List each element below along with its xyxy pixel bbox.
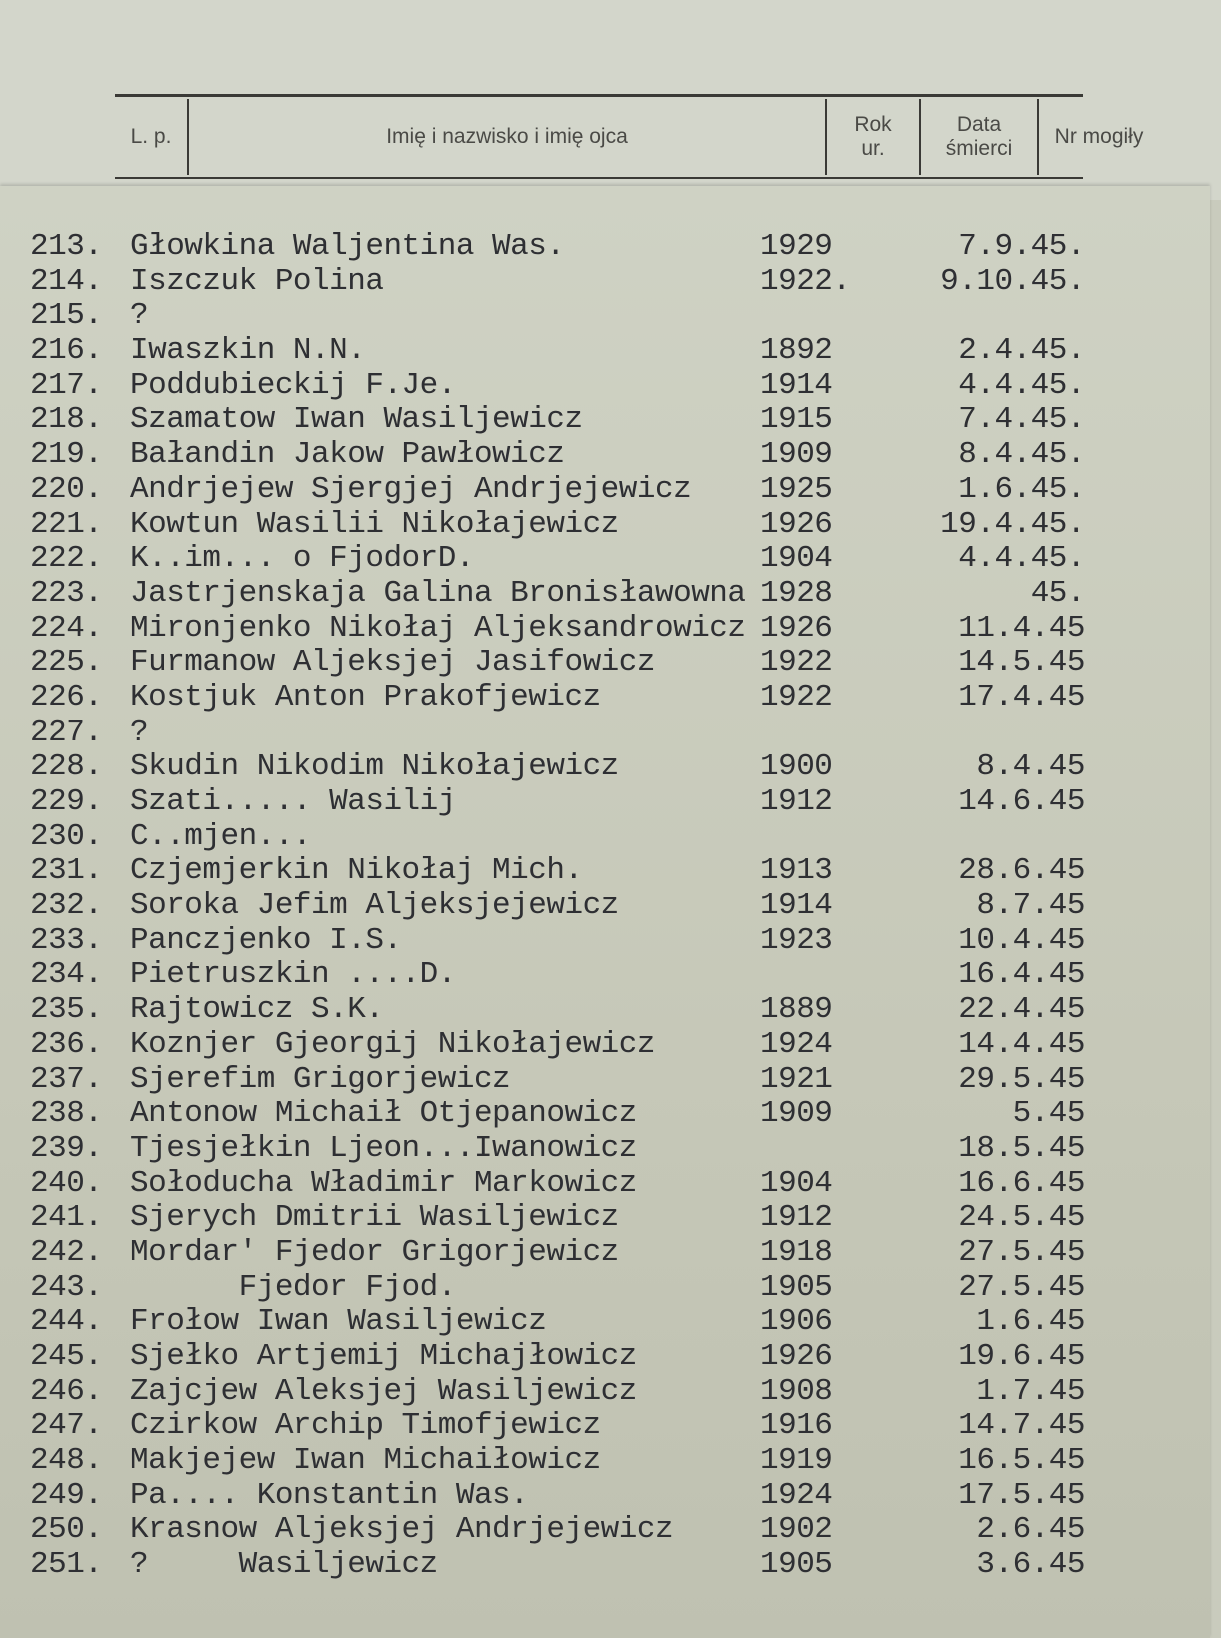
entry-birth-year: 1909 <box>760 437 833 473</box>
entry-number: 231. <box>30 853 103 889</box>
entry-name: Sołoducha Władimir Markowicz <box>130 1165 637 1201</box>
entry-birth-year: 1912 <box>760 1200 833 1236</box>
entry-name: Soroka Jefim Aljeksjejewicz <box>130 888 619 924</box>
entry-birth-year: 1921 <box>760 1061 833 1097</box>
list-item <box>20 1028 1200 1063</box>
entry-death-date: 7.9.45. <box>958 229 1085 264</box>
header-rok-line1: Rok <box>854 113 892 136</box>
entry-number: 245. <box>30 1339 103 1374</box>
entry-birth-year: 1914 <box>760 367 833 403</box>
entry-name: Mironjenko Nikołaj Aljeksandrowicz <box>130 610 746 646</box>
entry-number: 213. <box>30 229 103 264</box>
entry-number: 241. <box>30 1200 103 1236</box>
entry-birth-year: 1906 <box>760 1304 833 1340</box>
list-item <box>20 993 1200 1028</box>
entry-death-date: 1.6.45. <box>958 471 1085 507</box>
list-item <box>20 577 1200 612</box>
header-grave-number: Nr mogiły <box>1054 125 1144 148</box>
list-item <box>20 750 1200 785</box>
entry-number: 215. <box>30 298 103 334</box>
entry-number: 229. <box>30 784 103 819</box>
list-item <box>20 1236 1200 1271</box>
entry-birth-year: 1889 <box>760 992 833 1028</box>
entry-name: Sjerefim Grigorjewicz <box>130 1061 511 1097</box>
list-item <box>20 1409 1200 1444</box>
list-item <box>20 1167 1200 1202</box>
list-item <box>20 1305 1200 1340</box>
entry-number: 216. <box>30 333 103 369</box>
entry-death-date: 17.4.45 <box>958 679 1085 715</box>
entry-name: Iszczuk Polina <box>130 263 384 299</box>
entry-death-date: 14.5.45 <box>958 645 1085 681</box>
entry-number: 214. <box>30 263 103 299</box>
list-item <box>20 958 1200 993</box>
list-item <box>20 1548 1200 1583</box>
entry-name: Andrjejew Sjergjej Andrjejewicz <box>130 471 692 507</box>
entry-death-date: 8.7.45 <box>976 888 1085 924</box>
entry-name: Szamatow Iwan Wasiljewicz <box>130 402 583 438</box>
typed-list-sheet <box>0 186 1210 1638</box>
entry-number: 222. <box>30 541 103 577</box>
entries-list <box>20 230 1200 1583</box>
entry-number: 227. <box>30 714 103 750</box>
entry-birth-year: 1914 <box>760 888 833 924</box>
printed-form-sheet <box>0 0 1221 200</box>
entry-number: 220. <box>30 471 103 507</box>
entry-name: ? <box>130 298 149 334</box>
entry-death-date: 27.5.45 <box>958 1269 1085 1305</box>
entry-birth-year: 1922. <box>760 263 851 299</box>
entry-birth-year: 1923 <box>760 922 833 958</box>
list-item <box>20 924 1200 959</box>
list-item <box>20 1271 1200 1306</box>
list-item <box>20 403 1200 438</box>
list-item <box>20 785 1200 820</box>
entry-name: Frołow Iwan Wasiljewicz <box>130 1304 547 1340</box>
entry-number: 246. <box>30 1373 103 1409</box>
entry-name: Fjedor Fjod. <box>130 1269 456 1305</box>
list-item <box>20 612 1200 647</box>
entry-name: Czjemjerkin Nikołaj Mich. <box>130 853 583 889</box>
list-item <box>20 820 1200 855</box>
list-item <box>20 542 1200 577</box>
entry-number: 244. <box>30 1304 103 1340</box>
entry-name: Poddubieckij F.Je. <box>130 367 456 403</box>
entry-name: Bałandin Jakow Pawłowicz <box>130 437 565 473</box>
list-item <box>20 265 1200 300</box>
entry-number: 248. <box>30 1443 103 1479</box>
entry-name: Zajcjew Aleksjej Wasiljewicz <box>130 1373 637 1409</box>
list-item <box>20 889 1200 924</box>
entry-birth-year: 1913 <box>760 853 833 889</box>
entry-number: 233. <box>30 922 103 958</box>
entry-number: 247. <box>30 1408 103 1444</box>
entry-number: 243. <box>30 1269 103 1305</box>
entry-death-date: 14.6.45 <box>958 784 1085 819</box>
entry-death-date: 11.4.45 <box>958 610 1085 646</box>
entry-birth-year: 1904 <box>760 541 833 577</box>
entry-death-date: 10.4.45 <box>958 922 1085 958</box>
entry-name: Pa.... Konstantin Was. <box>130 1477 529 1513</box>
list-item <box>20 1340 1200 1375</box>
list-item <box>20 1479 1200 1514</box>
list-item <box>20 1375 1200 1410</box>
entry-birth-year: 1926 <box>760 506 833 542</box>
entry-birth-year: 1925 <box>760 471 833 507</box>
entry-birth-year: 1916 <box>760 1408 833 1444</box>
entry-birth-year: 1912 <box>760 784 833 819</box>
entry-birth-year: 1926 <box>760 1339 833 1374</box>
entry-name: Antonow Michaił Otjepanowicz <box>130 1096 637 1132</box>
list-item <box>20 508 1200 543</box>
entry-number: 230. <box>30 818 103 854</box>
entry-death-date: 14.7.45 <box>958 1408 1085 1444</box>
entry-death-date: 4.4.45. <box>958 367 1085 403</box>
header-data-line2: śmierci <box>945 137 1013 160</box>
entry-name: Jastrjenskaja Galina Bronisławowna <box>130 575 746 611</box>
entry-number: 226. <box>30 679 103 715</box>
entry-birth-year: 1924 <box>760 1477 833 1513</box>
list-item <box>20 1063 1200 1098</box>
list-item <box>20 854 1200 889</box>
entry-name: Furmanow Aljeksjej Jasifowicz <box>130 645 655 681</box>
entry-birth-year: 1892 <box>760 333 833 369</box>
list-item <box>20 1513 1200 1548</box>
entry-death-date: 1.7.45 <box>976 1373 1085 1409</box>
entry-death-date: 1.6.45 <box>976 1304 1085 1340</box>
entry-name: Sjerych Dmitrii Wasiljewicz <box>130 1200 619 1236</box>
entry-number: 242. <box>30 1234 103 1270</box>
entry-name: Czirkow Archip Timofjewicz <box>130 1408 601 1444</box>
entry-number: 237. <box>30 1061 103 1097</box>
entry-birth-year: 1928 <box>760 575 833 611</box>
entry-birth-year: 1919 <box>760 1443 833 1479</box>
entry-birth-year: 1922 <box>760 679 833 715</box>
list-item <box>20 1201 1200 1236</box>
entry-death-date: 2.6.45 <box>976 1512 1085 1548</box>
header-name: Imię i nazwisko i imię ojca <box>386 125 628 148</box>
entry-number: 228. <box>30 749 103 785</box>
header-birth-year <box>827 97 919 177</box>
header-rok-line2: ur. <box>861 137 885 160</box>
entry-death-date: 19.6.45 <box>958 1339 1085 1374</box>
entry-birth-year: 1902 <box>760 1512 833 1548</box>
entry-death-date: 14.4.45 <box>958 1026 1085 1062</box>
entry-name: Panczjenko I.S. <box>130 922 402 958</box>
entry-number: 238. <box>30 1096 103 1132</box>
entry-number: 236. <box>30 1026 103 1062</box>
entry-death-date: 8.4.45 <box>976 749 1085 785</box>
entry-death-date: 28.6.45 <box>958 853 1085 889</box>
header-data-line1: Data <box>956 113 1002 136</box>
entry-number: 251. <box>30 1547 103 1583</box>
entry-name: ? <box>130 714 149 750</box>
entry-number: 250. <box>30 1512 103 1548</box>
entry-number: 240. <box>30 1165 103 1201</box>
entry-death-date: 22.4.45 <box>958 992 1085 1028</box>
entry-birth-year: 1905 <box>760 1547 833 1583</box>
entry-death-date: 8.4.45. <box>958 437 1085 473</box>
entry-death-date: 29.5.45 <box>958 1061 1085 1097</box>
entry-death-date: 18.5.45 <box>958 1130 1085 1166</box>
entry-number: 239. <box>30 1130 103 1166</box>
entry-death-date: 5.45 <box>1012 1096 1085 1132</box>
entry-name: Głowkina Waljentina Was. <box>130 229 565 264</box>
entry-birth-year: 1915 <box>760 402 833 438</box>
entry-death-date: 27.5.45 <box>958 1234 1085 1270</box>
entry-number: 225. <box>30 645 103 681</box>
entry-name: Krasnow Aljeksjej Andrjejewicz <box>130 1512 674 1548</box>
entry-number: 234. <box>30 957 103 993</box>
entry-name: Makjejew Iwan Michaiłowicz <box>130 1443 601 1479</box>
entry-birth-year: 1924 <box>760 1026 833 1062</box>
header-lp: L. p. <box>130 125 172 148</box>
entry-name: Pietruszkin ....D. <box>130 957 456 993</box>
entry-death-date: 3.6.45 <box>976 1547 1085 1583</box>
entry-number: 249. <box>30 1477 103 1513</box>
header-death-date <box>921 97 1037 177</box>
entry-birth-year: 1918 <box>760 1234 833 1270</box>
entry-name: Koznjer Gjeorgij Nikołajewicz <box>130 1026 655 1062</box>
entry-name: Kostjuk Anton Prakofjewicz <box>130 679 601 715</box>
entry-name: Skudin Nikodim Nikołajewicz <box>130 749 619 785</box>
list-item <box>20 1444 1200 1479</box>
entry-birth-year: 1908 <box>760 1373 833 1409</box>
entry-number: 232. <box>30 888 103 924</box>
list-item <box>20 1097 1200 1132</box>
entry-birth-year: 1904 <box>760 1165 833 1201</box>
entry-death-date: 17.5.45 <box>958 1477 1085 1513</box>
entry-number: 219. <box>30 437 103 473</box>
entry-death-date: 24.5.45 <box>958 1200 1085 1236</box>
entry-birth-year: 1922 <box>760 645 833 681</box>
list-item <box>20 369 1200 404</box>
list-item <box>20 716 1200 751</box>
entry-death-date: 16.5.45 <box>958 1443 1085 1479</box>
entry-death-date: 9.10.45. <box>940 263 1085 299</box>
list-item <box>20 299 1200 334</box>
list-item <box>20 334 1200 369</box>
entry-birth-year: 1909 <box>760 1096 833 1132</box>
entry-death-date: 19.4.45. <box>940 506 1085 542</box>
entry-name: Sjełko Artjemij Michajłowicz <box>130 1339 637 1374</box>
entry-birth-year: 1926 <box>760 610 833 646</box>
entry-name: Kowtun Wasilii Nikołajewicz <box>130 506 619 542</box>
list-item <box>20 438 1200 473</box>
entry-death-date: 16.4.45 <box>958 957 1085 993</box>
entry-death-date: 16.6.45 <box>958 1165 1085 1201</box>
entry-name: Mordar' Fjedor Grigorjewicz <box>130 1234 619 1270</box>
entry-name: Rajtowicz S.K. <box>130 992 384 1028</box>
entry-name: Iwaszkin N.N. <box>130 333 366 369</box>
entry-number: 221. <box>30 506 103 542</box>
list-item <box>20 230 1200 265</box>
entry-death-date: 7.4.45. <box>958 402 1085 438</box>
entry-number: 223. <box>30 575 103 611</box>
entry-death-date: 45. <box>1030 575 1085 611</box>
entry-name: ? Wasiljewicz <box>130 1547 438 1583</box>
entry-birth-year: 1905 <box>760 1269 833 1305</box>
entry-birth-year: 1929 <box>760 229 833 264</box>
entry-number: 224. <box>30 610 103 646</box>
list-item <box>20 473 1200 508</box>
table-header <box>115 94 1144 179</box>
entry-death-date: 2.4.45. <box>958 333 1085 369</box>
entry-number: 235. <box>30 992 103 1028</box>
entry-birth-year: 1900 <box>760 749 833 785</box>
entry-number: 218. <box>30 402 103 438</box>
entry-name: Szati..... Wasilij <box>130 784 456 819</box>
list-item <box>20 1132 1200 1167</box>
entry-name: C..mjen... <box>130 818 312 854</box>
entry-name: Tjesjełkin Ljeon...Iwanowicz <box>130 1130 637 1166</box>
entry-number: 217. <box>30 367 103 403</box>
list-item <box>20 646 1200 681</box>
entry-name: K..im... o FjodorD. <box>130 541 474 577</box>
list-item <box>20 681 1200 716</box>
entry-death-date: 4.4.45. <box>958 541 1085 577</box>
